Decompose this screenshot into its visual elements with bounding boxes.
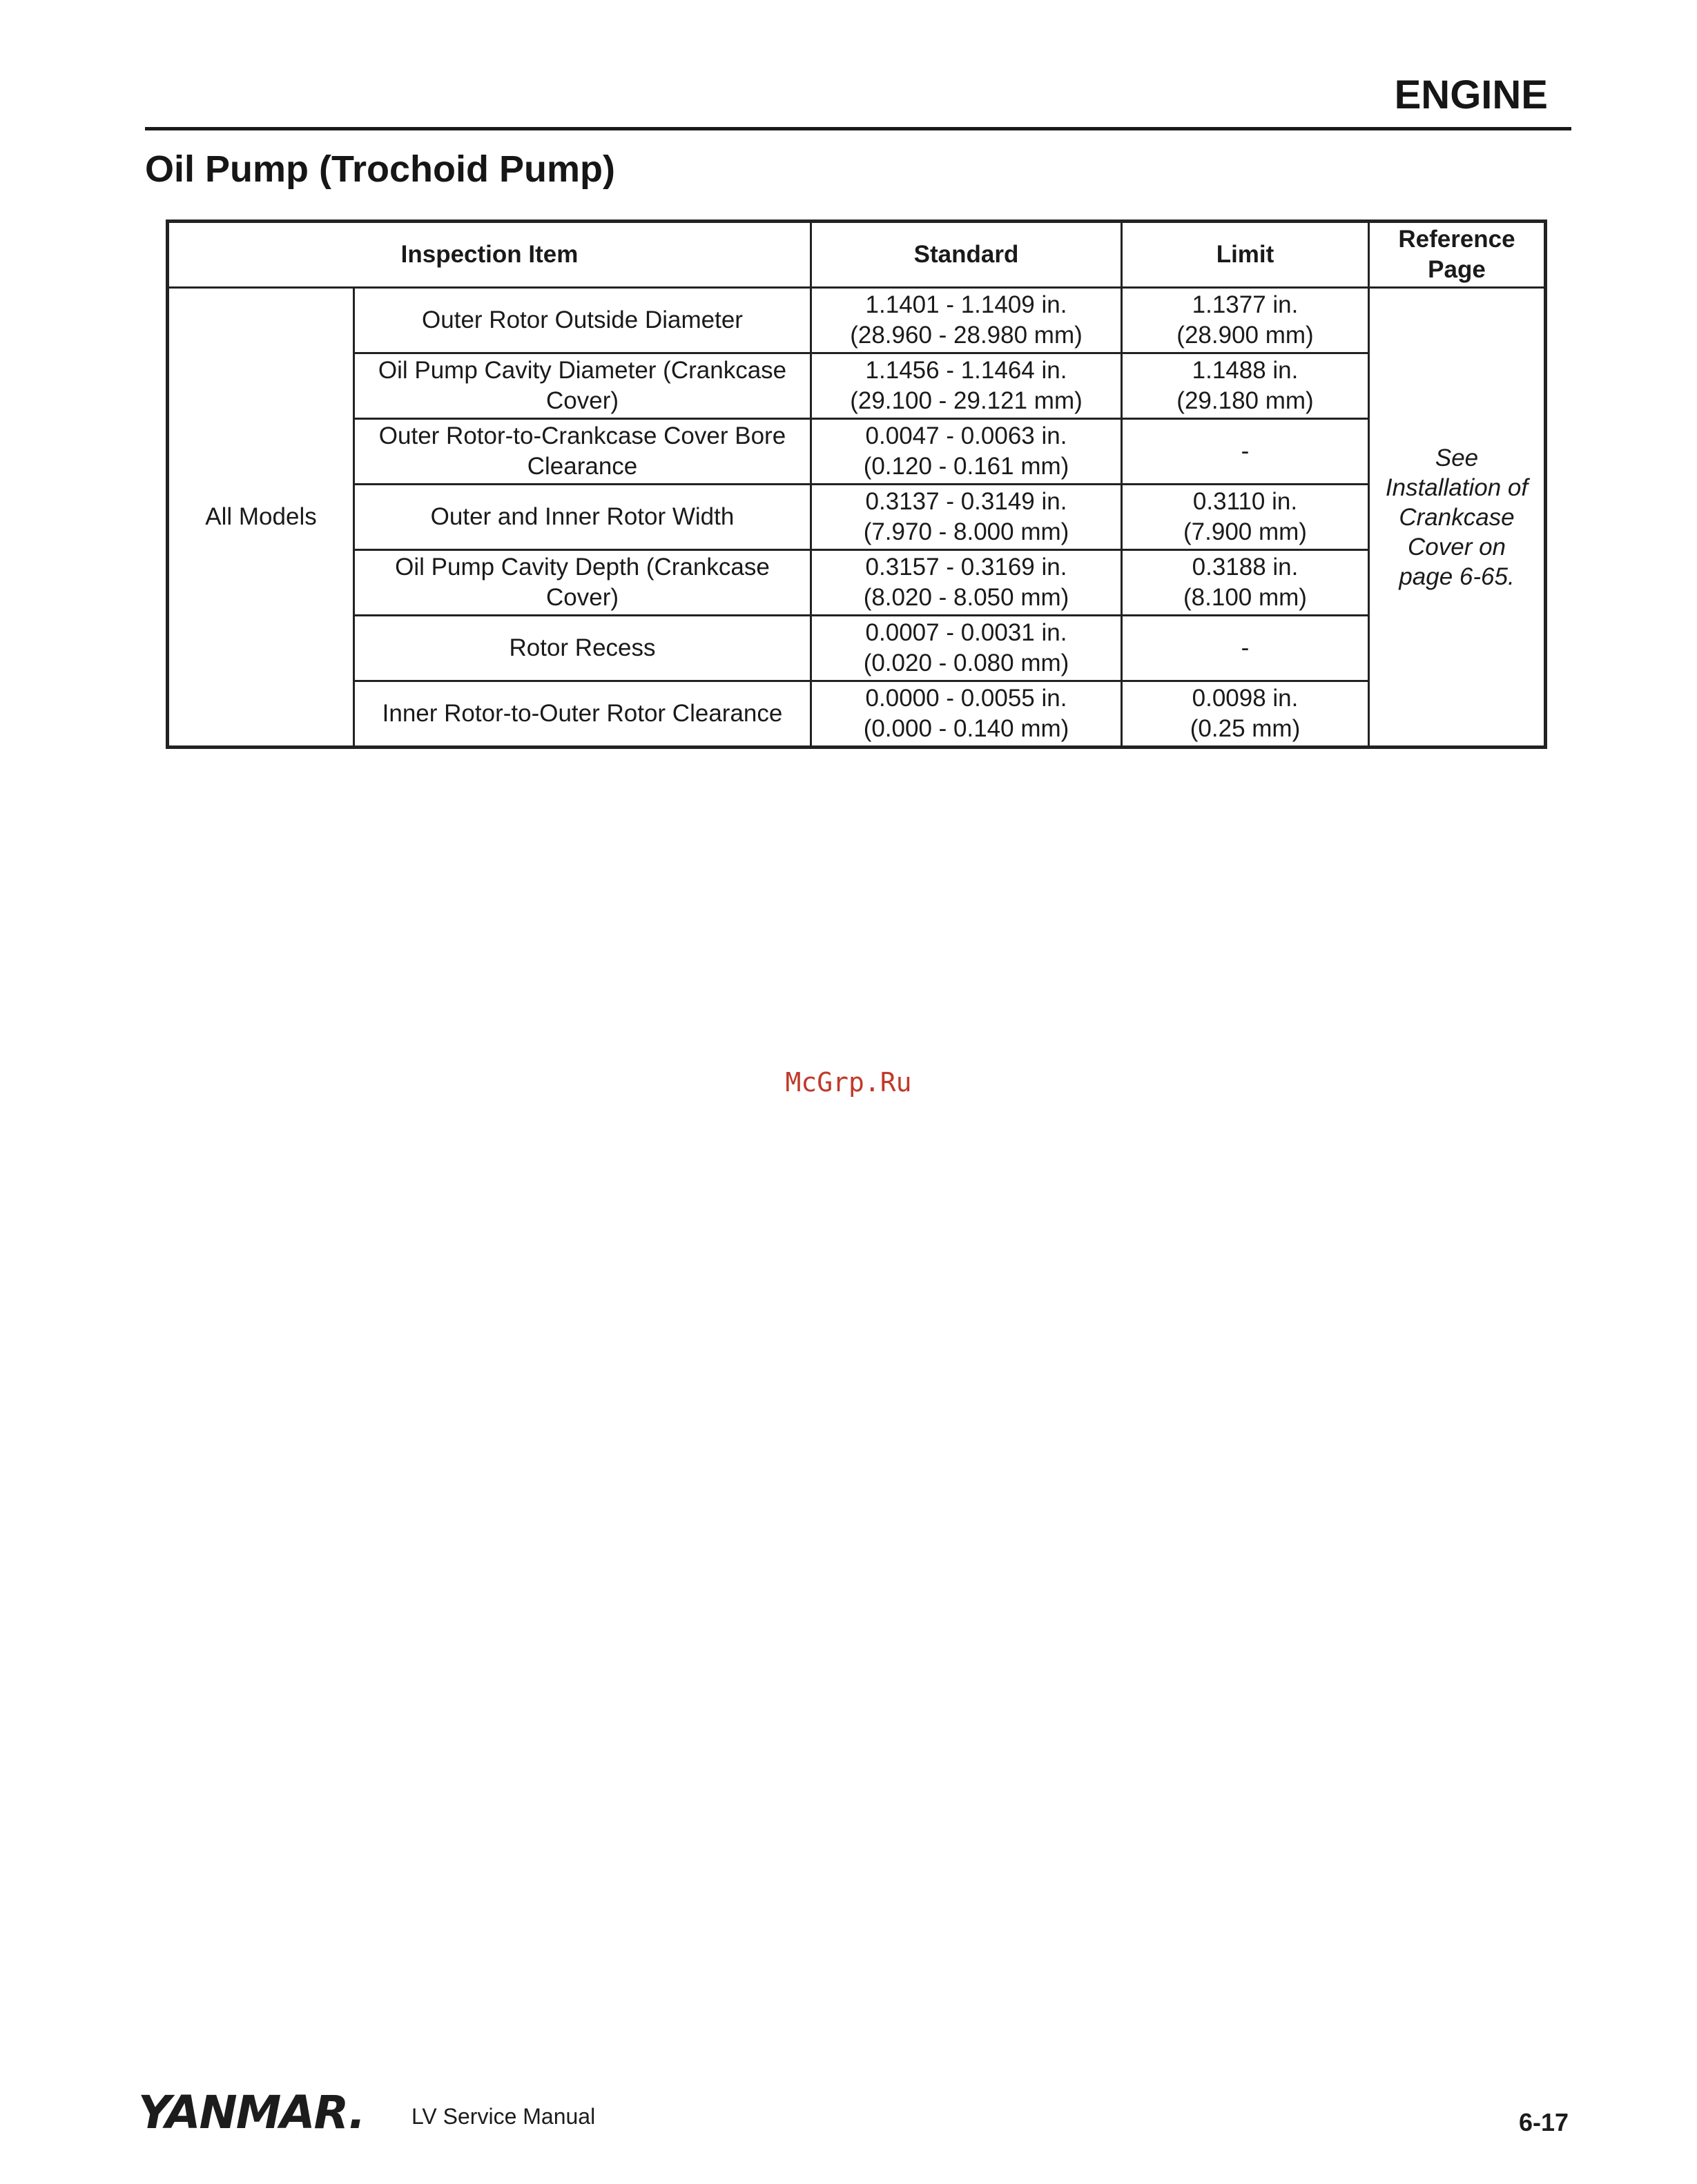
spec-table [166,220,1547,749]
standard-value: 0.0047 - 0.0063 in. (0.120 - 0.161 mm) [811,419,1122,485]
table-row [168,681,1546,748]
table-row [168,616,1546,681]
section-title: ENGINE [1394,72,1548,117]
limit-value: 0.3188 in. (8.100 mm) [1122,550,1369,616]
standard-value: 0.3157 - 0.3169 in. (8.020 - 8.050 mm) [811,550,1122,616]
page-number: 6-17 [1518,2108,1569,2136]
inspection-item: Outer and Inner Rotor Width [354,485,811,550]
yanmar-logo: YANMAR. [138,2086,365,2139]
inspection-item: Rotor Recess [354,616,811,681]
limit-value: - [1122,419,1369,485]
inspection-item: Outer Rotor-to-Crankcase Cover Bore Clearance [354,419,811,485]
group-label: All Models [168,288,354,748]
header-limit: Limit [1122,222,1369,288]
inspection-item: Oil Pump Cavity Diameter (Crankcase Cover) [354,353,811,419]
limit-value: 0.3110 in. (7.900 mm) [1122,485,1369,550]
header-reference-line1: Reference [1398,226,1515,253]
inspection-item: Inner Rotor-to-Outer Rotor Clearance [354,681,811,748]
header-standard: Standard [811,222,1122,288]
manual-name: LV Service Manual [411,2104,596,2129]
limit-value: 0.0098 in. (0.25 mm) [1122,681,1369,748]
watermark: McGrp.Ru [785,1067,912,1098]
standard-value: 0.3137 - 0.3149 in. (7.970 - 8.000 mm) [811,485,1122,550]
table-row [168,353,1546,419]
standard-value: 1.1456 - 1.1464 in. (29.100 - 29.121 mm) [811,353,1122,419]
table-row [168,485,1546,550]
limit-value: 1.1377 in. (28.900 mm) [1122,288,1369,353]
standard-value: 0.0000 - 0.0055 in. (0.000 - 0.140 mm) [811,681,1122,748]
table-row [168,550,1546,616]
inspection-item: Outer Rotor Outside Diameter [354,288,811,353]
inspection-item: Oil Pump Cavity Depth (Crankcase Cover) [354,550,811,616]
page-title: Oil Pump (Trochoid Pump) [145,148,615,190]
header-inspection-item: Inspection Item [168,222,811,288]
limit-value: - [1122,616,1369,681]
table-header-row [168,222,1546,288]
standard-value: 0.0007 - 0.0031 in. (0.020 - 0.080 mm) [811,616,1122,681]
header-reference-page [1369,222,1546,288]
limit-value: 1.1488 in. (29.180 mm) [1122,353,1369,419]
header-rule [145,127,1571,130]
table-row [168,419,1546,485]
header-reference-line2: Page [1428,256,1486,283]
table-row [168,288,1546,353]
standard-value: 1.1401 - 1.1409 in. (28.960 - 28.980 mm) [811,288,1122,353]
reference-note: See Installation of Crankcase Cover on page 6-65. [1369,288,1546,748]
